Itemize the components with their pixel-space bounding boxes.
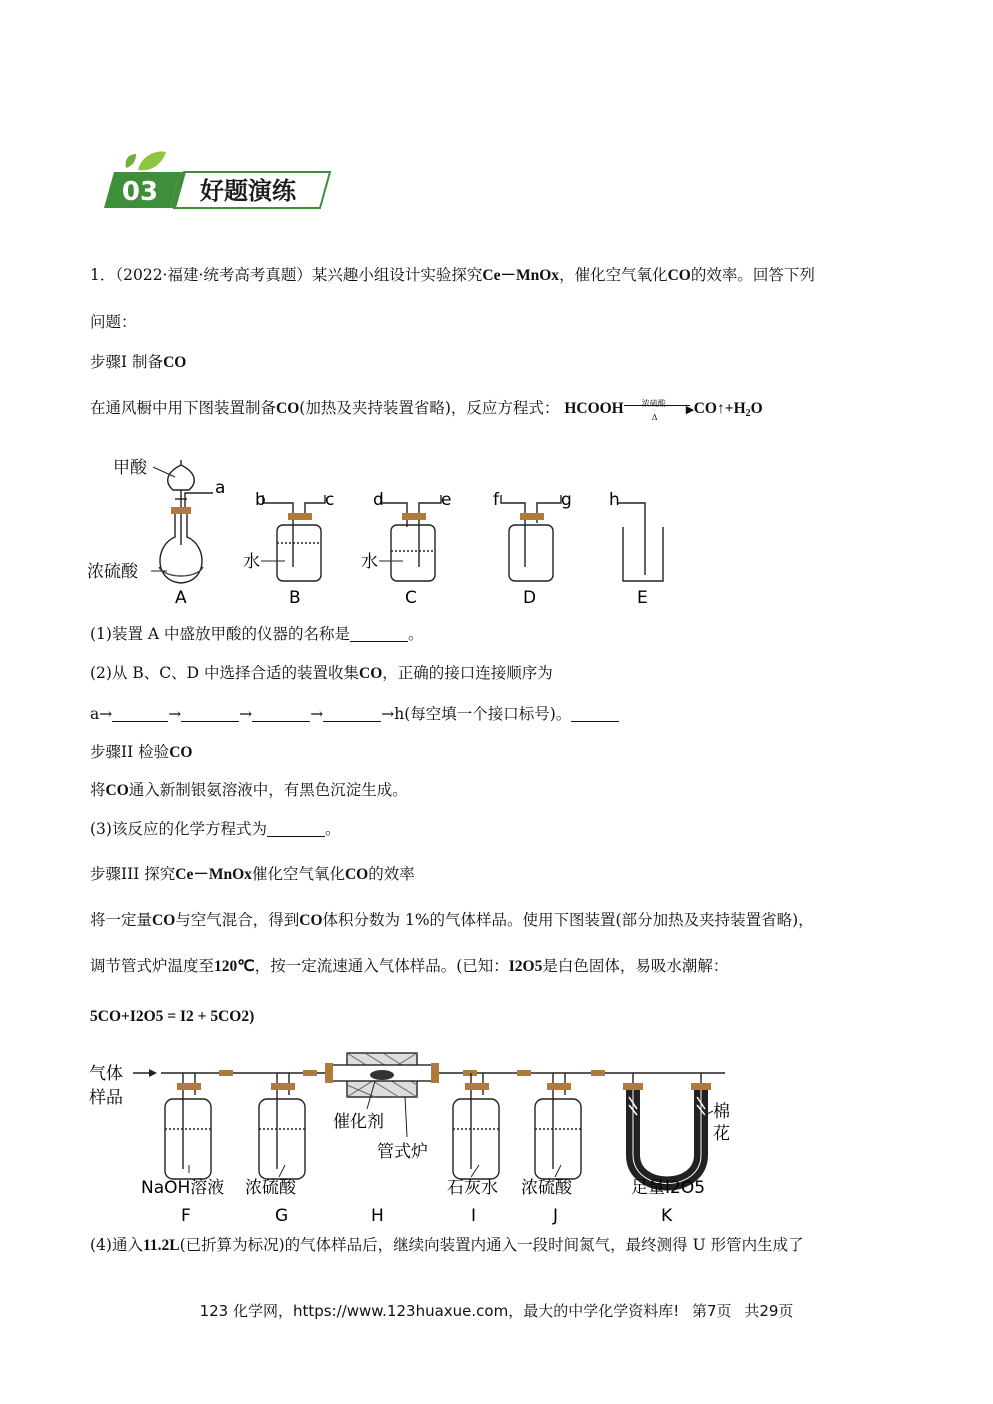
leaf-icon	[138, 152, 166, 171]
port-f: f	[493, 490, 499, 510]
equation-left: HCOOH	[564, 400, 624, 417]
label-cotton-1: 棉	[713, 1102, 730, 1122]
question-1-3: (3)该反应的化学方程式为 。	[90, 820, 341, 838]
question-1-4: (4)通入11.2L(已折算为标况)的气体样品后，继续向装置内通入一段时间氮气，最终测得 U 形管内生成了	[90, 1236, 804, 1254]
apparatus-e	[617, 503, 663, 581]
apparatus-h-furnace	[325, 1053, 439, 1097]
equation-arrow: 浓硫酸 ▶ Δ	[624, 395, 694, 417]
label-conc-h2so4-j: 浓硫酸	[521, 1178, 572, 1198]
step2-heading: 步骤II 检验CO	[90, 743, 193, 761]
section-number: 03	[121, 177, 159, 207]
caption-g: G	[275, 1206, 289, 1226]
figure-1-apparatus	[85, 455, 685, 615]
caption-c: C	[405, 588, 417, 608]
apparatus-a	[159, 460, 213, 583]
section-title: 好题演练	[200, 177, 296, 205]
apparatus-k-utube	[623, 1073, 711, 1184]
apparatus-c	[381, 495, 441, 581]
answer-blank-2c[interactable]	[252, 705, 310, 722]
footer-site: 123 化学网，https://www.123huaxue.com，最大的中学化学资料库!	[199, 1302, 680, 1320]
answer-blank-3[interactable]	[267, 820, 325, 837]
step1-text: 在通风橱中用下图装置制备CO(加热及夹持装置省略)，反应方程式： HCOOH 浓硫酸 ▶ Δ $CO↑+H_2O$	[90, 395, 763, 425]
question-1-2: (2)从 B、C、D 中选择合适的装置收集CO，正确的接口连接顺序为	[90, 664, 553, 682]
label-water-c: 水	[361, 552, 378, 572]
apparatus-b	[263, 495, 325, 581]
section-banner	[100, 148, 340, 214]
port-a: a	[215, 478, 226, 498]
caption-i: I	[471, 1206, 477, 1226]
q1-intro-2: 问题：	[90, 313, 137, 331]
label-gas-sample-1: 气体	[89, 1064, 123, 1084]
caption-f: F	[181, 1206, 191, 1226]
port-g: g	[561, 490, 572, 510]
step1-heading: 步骤I 制备CO	[90, 353, 187, 371]
leaf-icon-small	[126, 154, 136, 168]
label-gas-sample-2: 样品	[89, 1088, 123, 1108]
q1-intro: 1．（2022·福建·统考高考真题）某兴趣小组设计实验探究Ce－MnOx，催化空气氧化CO的效率。回答下列	[90, 266, 815, 284]
step2-text: 将CO通入新制银氨溶液中，有黑色沉淀生成。	[90, 781, 408, 799]
label-formic-acid: 甲酸	[113, 458, 147, 478]
figure-2-apparatus	[85, 1045, 745, 1230]
caption-e: E	[637, 588, 648, 608]
label-catalyst: 催化剂	[333, 1112, 384, 1132]
step3-text-2: 调节管式炉温度至120℃，按一定流速通入气体样品。(已知：I2O5是白色固体，易吸水潮解：	[90, 957, 729, 975]
step3-heading: 步骤III 探究Ce－MnOx催化空气氧化CO的效率	[90, 865, 415, 883]
label-water-b: 水	[243, 552, 260, 572]
caption-j: J	[553, 1206, 559, 1226]
port-b: b	[255, 490, 266, 510]
reaction-2: 5CO+I2O5 = I2 + 5CO2)	[90, 1008, 255, 1025]
answer-blank-2e[interactable]	[571, 705, 619, 722]
apparatus-d	[501, 495, 561, 581]
port-h: h	[609, 490, 620, 510]
page-footer	[0, 1300, 993, 1321]
label-conc-h2so4-g: 浓硫酸	[245, 1178, 296, 1198]
question-1-2-blanks: a→ → → → →h(每空填一个接口标号)。	[90, 703, 619, 725]
caption-k: K	[661, 1206, 673, 1226]
caption-d: D	[523, 588, 537, 608]
footer-page: 第7页	[692, 1302, 732, 1320]
caption-a: A	[175, 588, 187, 608]
answer-blank-2d[interactable]	[323, 705, 381, 722]
port-e: e	[441, 490, 452, 510]
answer-blank-1[interactable]	[350, 625, 408, 642]
label-limewater: 石灰水	[447, 1178, 498, 1198]
port-d: d	[373, 490, 384, 510]
label-tube-furnace: 管式炉	[377, 1142, 428, 1162]
label-conc-h2so4: 浓硫酸	[87, 562, 138, 582]
question-1-1: (1)装置 A 中盛放甲酸的仪器的名称是 。	[90, 625, 424, 643]
label-naoh: NaOH溶液	[141, 1178, 225, 1198]
caption-b: B	[289, 588, 301, 608]
answer-blank-2b[interactable]	[181, 705, 239, 722]
port-c: c	[325, 490, 335, 510]
caption-h: H	[371, 1206, 384, 1226]
label-cotton-2: 花	[713, 1124, 730, 1144]
step3-text-1: 将一定量CO与空气混合，得到CO体积分数为 1%的气体样品。使用下图装置(部分加热及夹持装置省略)，	[90, 911, 814, 929]
footer-total: 共29页	[744, 1302, 794, 1320]
label-i2o5: 足量I2O5	[631, 1178, 706, 1198]
answer-blank-2a[interactable]	[112, 705, 168, 722]
